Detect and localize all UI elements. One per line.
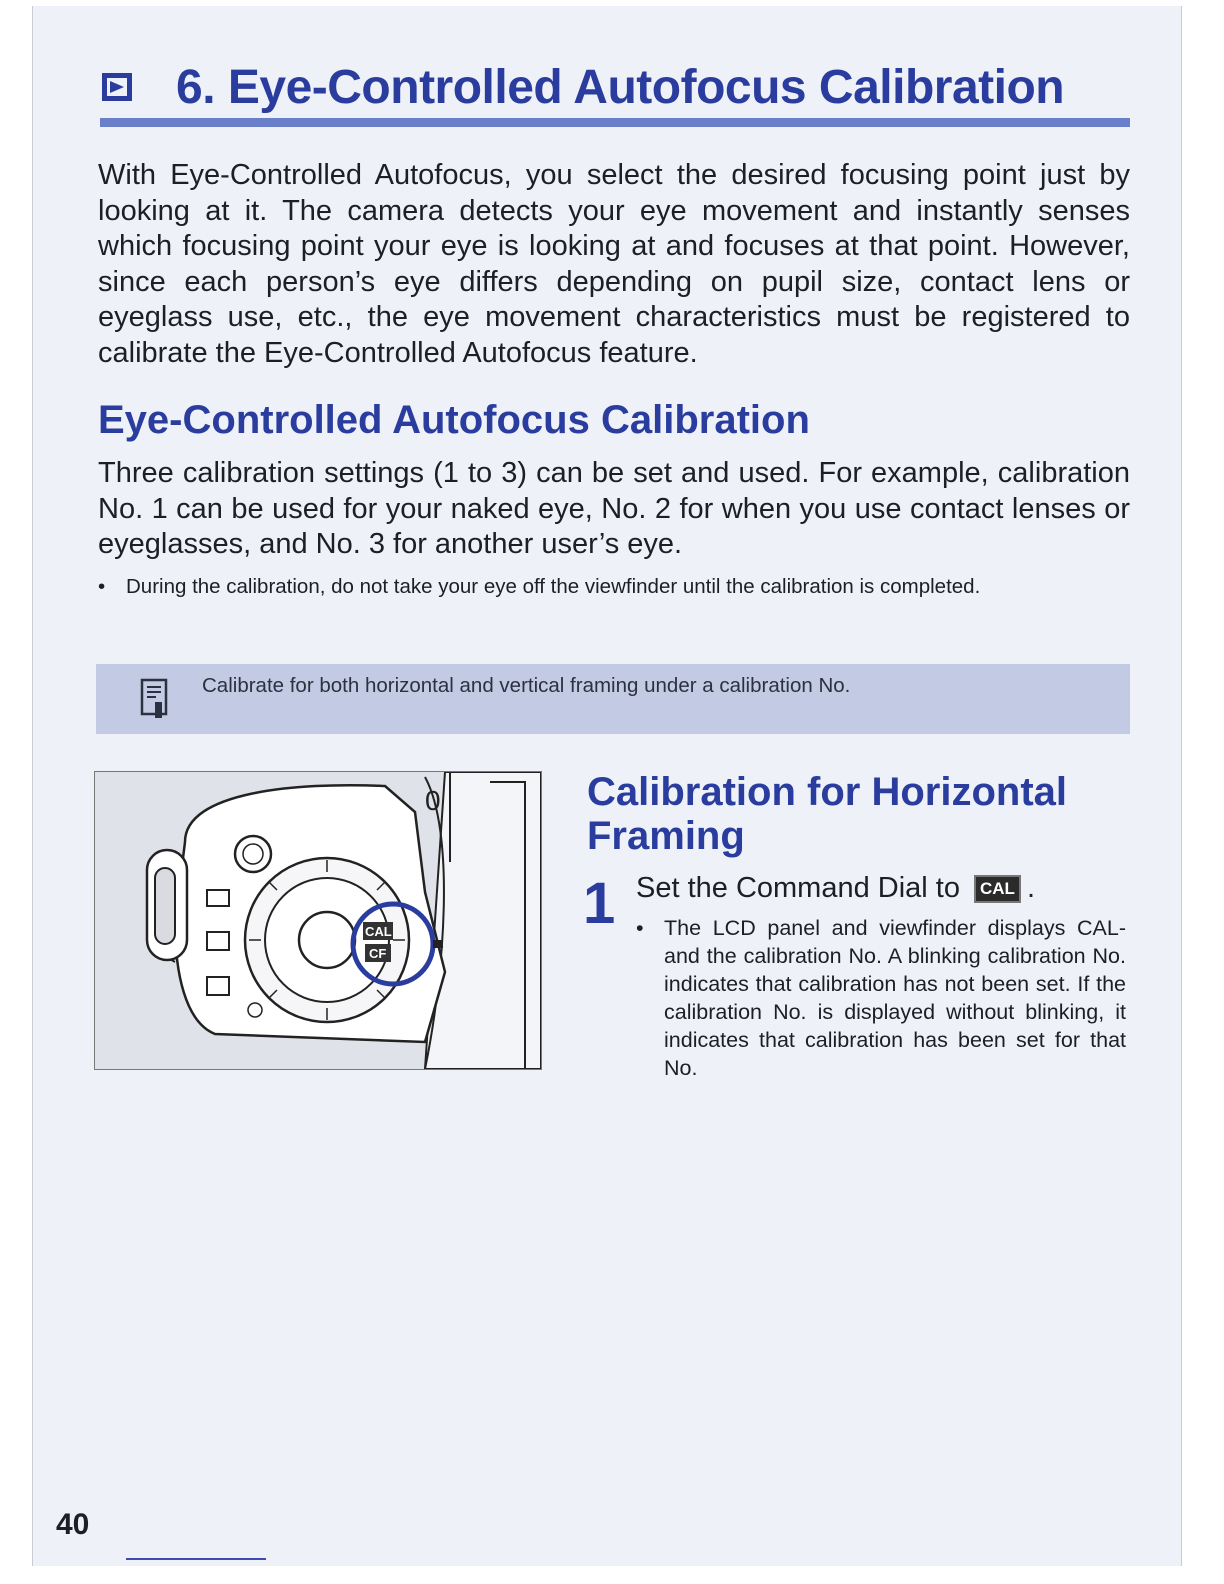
section-heading: Eye-Controlled Autofocus Calibration [98,398,810,442]
bullet-dot: • [98,575,106,598]
section-body: Three calibration settings (1 to 3) can be set and used. For example, calibration No. 1 can be used for your naked eye, No. 2 for when you use contact lenses or eyeglasses, and No. 3 for another user’s eye. [98,457,1130,560]
page-title: 6. Eye-Controlled Autofocus Calibration [176,60,1065,114]
step-bullet-text: The LCD panel and viewfinder displays CAL- and the calibration No. A blinking calibration No. indicates that calibration has not been set. If the calibration No. is displayed without blinking, it indicates that calibration has been set for that No. [664,916,1126,1080]
dial-cf-label: CF [369,946,387,961]
section-bullet-text: During the calibration, do not take your eye off the viewfinder until the calibration is completed. [126,575,981,598]
horizontal-heading: Calibration for Horizontal Framing [587,770,1067,858]
step-bullet [636,914,1126,1082]
note-box [96,664,1130,734]
step-number: 1 [583,871,616,936]
camera-illustration [94,771,542,1070]
dial-cal-label: CAL [365,924,392,939]
svg-text:0: 0 [425,785,441,816]
footer-rule [126,1558,266,1560]
step-end: . [1026,872,1035,904]
intro-paragraph: With Eye-Controlled Autofocus, you select the desired focusing point just by looking at it. The camera detects your eye movement and instantly senses which focusing point your eye is looking at and focuses at that point. However, since each person’s eye differs depending on pupil size, contact lens or eyeglass use, etc., the eye movement characteristics must be registered to calibrate the Eye-Controlled Autofocus feature. [98,159,1130,369]
note-text: Calibrate for both horizontal and vertical framing under a calibration No. [202,674,851,697]
step-text: Set the Command Dial to [636,872,960,904]
section-bullet [98,573,1130,600]
memo-icon [140,678,168,720]
bullet-dot: • [636,916,644,940]
step-instruction [636,872,1035,905]
title-rule [100,118,1130,127]
eye-af-icon [100,70,134,104]
cal-mode-badge: CAL [974,875,1021,903]
page-number: 40 [56,1508,90,1541]
page-title-row [100,56,1130,118]
